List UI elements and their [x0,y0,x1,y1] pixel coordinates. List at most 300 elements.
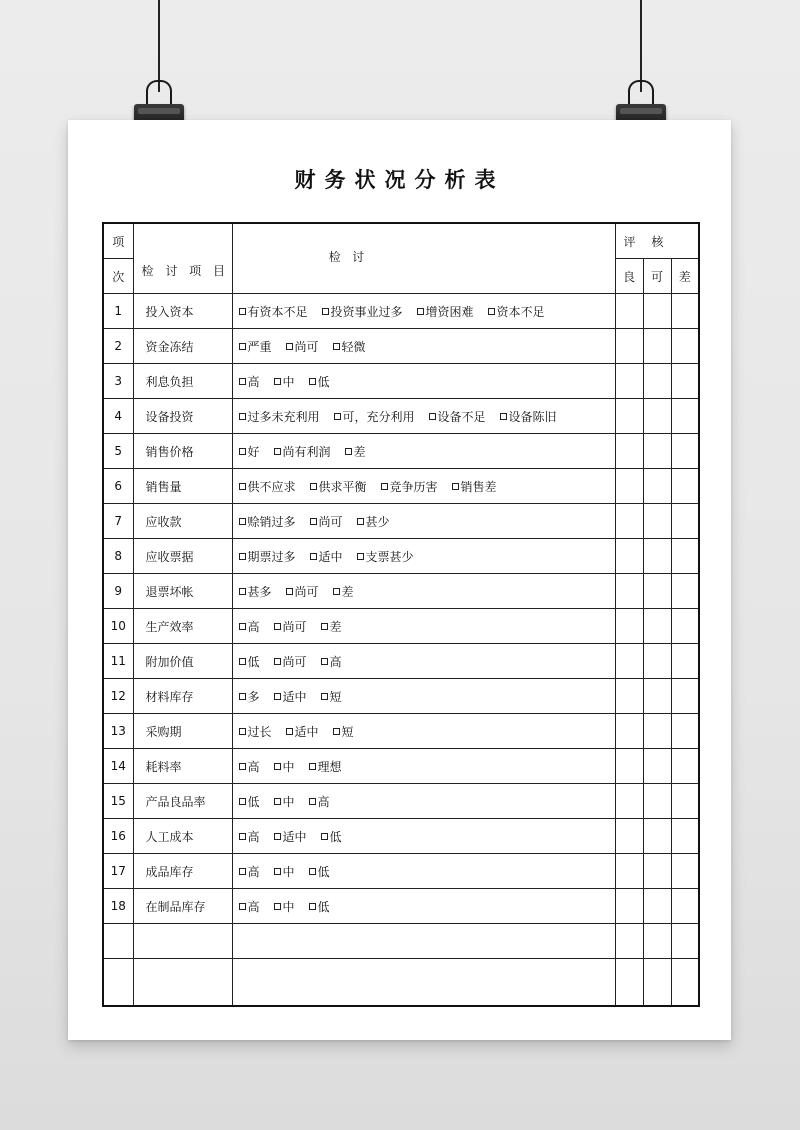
option-checkbox[interactable] [309,900,330,914]
row-number: 15 [103,784,133,819]
rating-bad-cell[interactable] [671,819,699,854]
checkbox-icon[interactable] [239,553,246,560]
empty-cell[interactable] [232,959,615,1007]
empty-cell[interactable] [615,959,643,1007]
option-label: 尚可 [282,654,307,669]
empty-cell[interactable] [615,924,643,959]
option-label: 竞争历害 [389,479,438,494]
row-number: 1 [103,294,133,329]
option-checkbox[interactable] [274,655,307,669]
hanging-string-left [158,0,160,92]
row-item: 生产效率 [133,609,232,644]
rating-good-cell[interactable] [615,294,643,329]
checkbox-icon[interactable] [321,693,328,700]
rating-ok-cell[interactable] [643,609,671,644]
rating-good-cell[interactable] [615,749,643,784]
rating-ok-cell[interactable] [643,714,671,749]
option-checkbox[interactable] [286,585,319,599]
checkbox-icon[interactable] [239,308,246,315]
option-checkbox[interactable] [274,830,307,844]
checkbox-icon[interactable] [274,763,281,770]
option-checkbox[interactable] [239,690,260,704]
empty-cell[interactable] [103,924,133,959]
rating-bad-cell[interactable] [671,364,699,399]
checkbox-icon[interactable] [309,903,316,910]
option-checkbox[interactable] [239,550,296,564]
checkbox-icon[interactable] [286,588,293,595]
checkbox-icon[interactable] [286,728,293,735]
option-checkbox[interactable] [321,655,342,669]
rating-ok-cell[interactable] [643,364,671,399]
empty-cell[interactable] [671,959,699,1007]
option-checkbox[interactable] [239,515,296,529]
row-item: 人工成本 [133,819,232,854]
checkbox-icon[interactable] [274,658,281,665]
rating-ok-cell[interactable] [643,469,671,504]
option-checkbox[interactable] [274,690,307,704]
row-item: 设备投资 [133,399,232,434]
option-label: 尚可 [294,584,319,599]
checkbox-icon[interactable] [274,868,281,875]
option-label: 高 [329,654,342,669]
option-label: 差 [341,584,354,599]
option-checkbox[interactable] [309,760,342,774]
header-item [133,223,232,294]
rating-bad-cell[interactable] [671,749,699,784]
checkbox-icon[interactable] [239,693,246,700]
rating-good-cell[interactable] [615,784,643,819]
header-ok: 可 [643,259,671,294]
rating-bad-cell[interactable] [671,889,699,924]
checkbox-icon[interactable] [333,343,340,350]
table-row [103,679,699,714]
table-row [103,609,699,644]
rating-good-cell[interactable] [615,644,643,679]
option-label: 供不应求 [247,479,296,494]
checkbox-icon[interactable] [321,833,328,840]
rating-good-cell[interactable] [615,889,643,924]
checkbox-icon[interactable] [239,588,246,595]
checkbox-icon[interactable] [239,798,246,805]
option-label: 轻微 [341,339,366,354]
option-label: 多 [247,689,260,704]
checkbox-icon[interactable] [309,868,316,875]
rating-ok-cell[interactable] [643,294,671,329]
row-options [232,819,615,854]
checkbox-icon[interactable] [239,658,246,665]
checkbox-icon[interactable] [334,413,341,420]
rating-bad-cell[interactable] [671,504,699,539]
option-checkbox[interactable] [239,305,308,319]
row-options [232,434,615,469]
option-label: 增资困难 [425,304,474,319]
option-checkbox[interactable] [286,725,319,739]
option-checkbox[interactable] [274,900,295,914]
option-checkbox[interactable] [333,585,354,599]
option-checkbox[interactable] [239,340,272,354]
option-label: 低 [329,829,342,844]
checkbox-icon[interactable] [310,553,317,560]
rating-good-cell[interactable] [615,329,643,364]
rating-ok-cell[interactable] [643,819,671,854]
option-label: 可，充分利用 [342,409,415,424]
checkbox-icon[interactable] [274,833,281,840]
option-label: 过多未充利用 [247,409,320,424]
option-label: 销售差 [460,479,497,494]
checkbox-icon[interactable] [239,448,246,455]
row-options [232,469,615,504]
rating-ok-cell[interactable] [643,504,671,539]
checkbox-icon[interactable] [239,483,246,490]
option-label: 高 [247,759,260,774]
option-checkbox[interactable] [286,340,319,354]
option-checkbox[interactable] [334,410,415,424]
hanging-string-right [640,0,642,92]
option-label: 尚可 [294,339,319,354]
checkbox-icon[interactable] [239,518,246,525]
rating-ok-cell[interactable] [643,889,671,924]
row-options [232,364,615,399]
option-checkbox[interactable] [333,340,366,354]
table-row [103,644,699,679]
rating-ok-cell[interactable] [643,854,671,889]
rating-good-cell[interactable] [615,819,643,854]
row-number: 18 [103,889,133,924]
option-label: 好 [247,444,260,459]
option-checkbox[interactable] [310,515,343,529]
option-checkbox[interactable] [274,375,295,389]
checkbox-icon[interactable] [310,483,317,490]
option-label: 理想 [317,759,342,774]
option-label: 高 [247,864,260,879]
row-number: 12 [103,679,133,714]
table-row [103,329,699,364]
option-checkbox[interactable] [239,760,260,774]
row-item: 产品良品率 [133,784,232,819]
header-seq-top: 项 [103,223,133,259]
row-options [232,504,615,539]
checkbox-icon[interactable] [239,728,246,735]
checkbox-icon[interactable] [357,518,364,525]
option-label: 投资事业过多 [330,304,403,319]
option-checkbox[interactable] [274,445,331,459]
option-label: 严重 [247,339,272,354]
checkbox-icon[interactable] [333,728,340,735]
rating-bad-cell[interactable] [671,294,699,329]
header-good: 良 [615,259,643,294]
row-number: 5 [103,434,133,469]
option-checkbox[interactable] [239,900,260,914]
checkbox-icon[interactable] [274,448,281,455]
rating-good-cell[interactable] [615,434,643,469]
checkbox-icon[interactable] [321,623,328,630]
option-checkbox[interactable] [321,690,342,704]
row-item: 应收款 [133,504,232,539]
option-checkbox[interactable] [239,795,260,809]
option-checkbox[interactable] [274,760,295,774]
row-item: 利息负担 [133,364,232,399]
row-number: 7 [103,504,133,539]
row-number: 9 [103,574,133,609]
checkbox-icon[interactable] [322,308,329,315]
empty-cell[interactable] [232,924,615,959]
option-checkbox[interactable] [239,410,320,424]
table-row [103,434,699,469]
option-label: 低 [317,899,330,914]
option-label: 高 [247,899,260,914]
option-label: 低 [247,654,260,669]
rating-ok-cell[interactable] [643,644,671,679]
option-checkbox[interactable] [333,725,354,739]
row-number: 4 [103,399,133,434]
header-seq-bottom: 次 [103,259,133,294]
option-label: 中 [282,759,295,774]
row-options [232,609,615,644]
checkbox-icon[interactable] [417,308,424,315]
table-row [103,539,699,574]
checkbox-icon[interactable] [239,833,246,840]
option-label: 适中 [282,689,307,704]
option-checkbox[interactable] [239,620,260,634]
option-label: 适中 [282,829,307,844]
table-row [103,574,699,609]
option-checkbox[interactable] [239,830,260,844]
rating-bad-cell[interactable] [671,784,699,819]
checkbox-icon[interactable] [488,308,495,315]
rating-bad-cell[interactable] [671,399,699,434]
option-label: 过长 [247,724,272,739]
row-options [232,889,615,924]
option-checkbox[interactable] [322,305,403,319]
checkbox-icon[interactable] [310,518,317,525]
table-row [103,469,699,504]
option-checkbox[interactable] [274,865,295,879]
table-row [103,399,699,434]
rating-bad-cell[interactable] [671,434,699,469]
table-row [103,714,699,749]
row-number: 6 [103,469,133,504]
row-number: 13 [103,714,133,749]
checkbox-icon[interactable] [274,378,281,385]
option-checkbox[interactable] [345,445,366,459]
option-checkbox[interactable] [239,865,260,879]
rating-good-cell[interactable] [615,539,643,574]
option-label: 适中 [318,549,343,564]
row-item: 应收票据 [133,539,232,574]
table-row [103,784,699,819]
table-row [103,819,699,854]
rating-bad-cell[interactable] [671,644,699,679]
table-row [103,889,699,924]
checkbox-icon[interactable] [381,483,388,490]
row-options [232,784,615,819]
option-checkbox[interactable] [309,795,330,809]
rating-bad-cell[interactable] [671,539,699,574]
rating-bad-cell[interactable] [671,609,699,644]
rating-good-cell[interactable] [615,609,643,644]
empty-cell[interactable] [103,959,133,1007]
rating-ok-cell[interactable] [643,784,671,819]
table-row [103,504,699,539]
option-label: 设备陈旧 [508,409,557,424]
row-item: 采购期 [133,714,232,749]
empty-row [103,959,699,1007]
checkbox-icon[interactable] [309,763,316,770]
row-item: 材料库存 [133,679,232,714]
option-checkbox[interactable] [309,375,330,389]
row-options [232,854,615,889]
option-label: 供求平衡 [318,479,367,494]
checkbox-icon[interactable] [274,903,281,910]
rating-bad-cell[interactable] [671,854,699,889]
checkbox-icon[interactable] [274,623,281,630]
table-row [103,364,699,399]
option-checkbox[interactable] [381,480,438,494]
option-label: 资本不足 [496,304,545,319]
checkbox-icon[interactable] [239,763,246,770]
rating-ok-cell[interactable] [643,329,671,364]
row-options [232,574,615,609]
checkbox-icon[interactable] [274,798,281,805]
checkbox-icon[interactable] [274,693,281,700]
empty-cell[interactable] [133,924,232,959]
rating-bad-cell[interactable] [671,574,699,609]
option-checkbox[interactable] [310,550,343,564]
header-row-top [103,223,699,259]
option-checkbox[interactable] [500,410,557,424]
rating-good-cell[interactable] [615,399,643,434]
checkbox-icon[interactable] [286,343,293,350]
checkbox-icon[interactable] [345,448,352,455]
empty-cell[interactable] [133,959,232,1007]
row-item: 销售价格 [133,434,232,469]
checkbox-icon[interactable] [333,588,340,595]
header-review-label: 检 讨 [328,250,365,264]
header-rating: 评 核 [615,223,699,259]
analysis-table [102,222,700,1007]
rating-good-cell[interactable] [615,504,643,539]
checkbox-icon[interactable] [357,553,364,560]
option-checkbox[interactable] [321,620,342,634]
rating-ok-cell[interactable] [643,679,671,714]
row-number: 16 [103,819,133,854]
row-options [232,749,615,784]
checkbox-icon[interactable] [239,378,246,385]
rating-bad-cell[interactable] [671,714,699,749]
rating-ok-cell[interactable] [643,434,671,469]
option-label: 有资本不足 [247,304,308,319]
row-number: 2 [103,329,133,364]
rating-bad-cell[interactable] [671,329,699,364]
row-item: 销售量 [133,469,232,504]
option-checkbox[interactable] [309,865,330,879]
row-number: 8 [103,539,133,574]
rating-ok-cell[interactable] [643,574,671,609]
header-bad: 差 [671,259,699,294]
paper-sheet [68,120,731,1040]
checkbox-icon[interactable] [239,623,246,630]
checkbox-icon[interactable] [239,868,246,875]
header-review [232,223,615,294]
empty-cell[interactable] [671,924,699,959]
option-checkbox[interactable] [274,620,307,634]
option-checkbox[interactable] [357,550,414,564]
option-label: 短 [329,689,342,704]
rating-good-cell[interactable] [615,679,643,714]
option-checkbox[interactable] [488,305,545,319]
checkbox-icon[interactable] [239,343,246,350]
checkbox-icon[interactable] [239,903,246,910]
table-row [103,294,699,329]
option-label: 高 [317,794,330,809]
option-label: 适中 [294,724,319,739]
option-checkbox[interactable] [357,515,390,529]
option-checkbox[interactable] [429,410,486,424]
row-number: 3 [103,364,133,399]
page-title: 财务状况分析表 [294,168,505,192]
option-checkbox[interactable] [274,795,295,809]
checkbox-icon[interactable] [239,413,246,420]
empty-cell[interactable] [643,959,671,1007]
option-checkbox[interactable] [452,480,497,494]
option-checkbox[interactable] [239,445,260,459]
empty-cell[interactable] [643,924,671,959]
option-checkbox[interactable] [321,830,342,844]
checkbox-icon[interactable] [500,413,507,420]
rating-bad-cell[interactable] [671,469,699,504]
option-checkbox[interactable] [239,655,260,669]
checkbox-icon[interactable] [321,658,328,665]
option-label: 甚少 [365,514,390,529]
option-label: 高 [247,829,260,844]
rating-ok-cell[interactable] [643,399,671,434]
rating-good-cell[interactable] [615,714,643,749]
row-item: 资金冻结 [133,329,232,364]
option-label: 设备不足 [437,409,486,424]
rating-good-cell[interactable] [615,364,643,399]
row-item: 投入资本 [133,294,232,329]
header-item-label: 检 讨 项 目 [141,264,229,278]
option-label: 高 [247,619,260,634]
option-checkbox[interactable] [417,305,474,319]
checkbox-icon[interactable] [452,483,459,490]
rating-ok-cell[interactable] [643,749,671,784]
rating-good-cell[interactable] [615,854,643,889]
row-item: 成品库存 [133,854,232,889]
rating-good-cell[interactable] [615,469,643,504]
row-number: 11 [103,644,133,679]
option-checkbox[interactable] [239,480,296,494]
row-options [232,399,615,434]
row-number: 14 [103,749,133,784]
option-checkbox[interactable] [239,375,260,389]
checkbox-icon[interactable] [429,413,436,420]
option-label: 尚有利润 [282,444,331,459]
option-checkbox[interactable] [310,480,367,494]
checkbox-icon[interactable] [309,378,316,385]
rating-good-cell[interactable] [615,574,643,609]
option-checkbox[interactable] [239,585,272,599]
checkbox-icon[interactable] [309,798,316,805]
row-item: 退票坏帐 [133,574,232,609]
row-options [232,714,615,749]
rating-bad-cell[interactable] [671,679,699,714]
option-label: 短 [341,724,354,739]
rating-ok-cell[interactable] [643,539,671,574]
row-item: 附加价值 [133,644,232,679]
option-checkbox[interactable] [239,725,272,739]
row-item: 在制品库存 [133,889,232,924]
